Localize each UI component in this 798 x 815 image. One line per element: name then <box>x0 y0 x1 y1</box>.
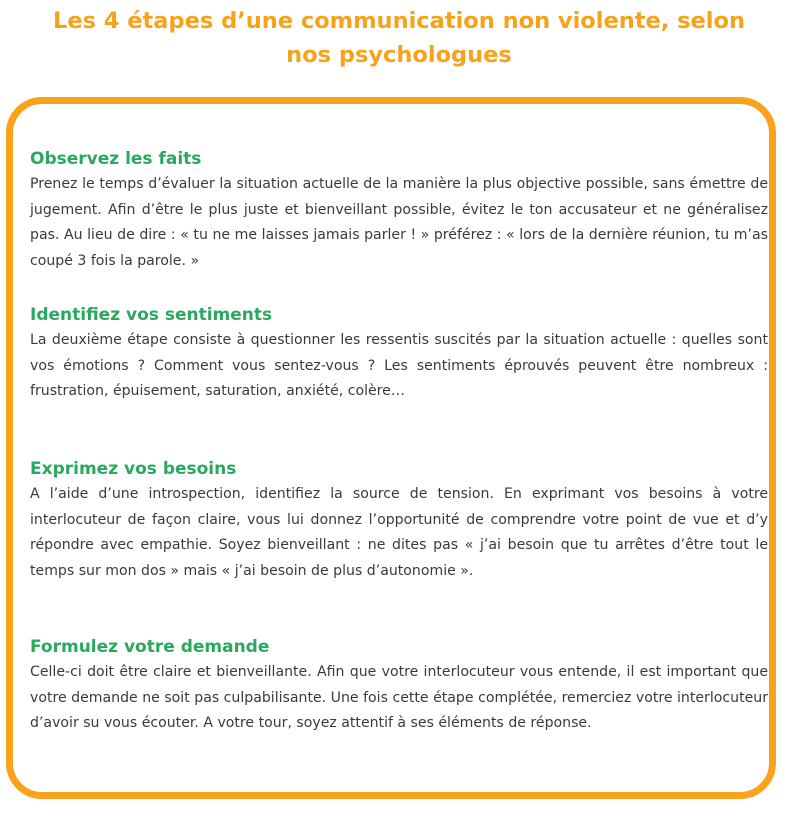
step-4-heading: Formulez votre demande <box>30 637 270 657</box>
step-1-text: Prenez le temps d’évaluer la situation actuelle de la manière la plus objective possible, sans émettre de jugement. Afin d’être le plus juste et bienveillant possible, évitez le ton accusateur et ne généralisez pas. Au lieu de dire : « tu ne me laisses jamais parler ! » préférez : « lors de la dernière réunion, tu m’as coupé 3 fois la parole. » <box>30 176 768 269</box>
step-4-section <box>30 634 768 737</box>
step-3-section <box>30 456 768 584</box>
step-2-section <box>30 302 768 405</box>
step-3-text: A l’aide d’une introspection, identifiez la source de tension. En exprimant vos besoins à votre interlocuteur de façon claire, vous lui donnez l’opportunité de comprendre votre point de vue et d’y répondre avec empathie. Soyez bienveillant : ne dites pas « j’ai besoin que tu arrêtes d’être tout le temps sur mon dos » mais « j’ai besoin de plus d’autonomie ». <box>30 486 768 579</box>
step-2-text: La deuxième étape consiste à questionner les ressentis suscités par la situation actuelle : quelles sont vos émotions ? Comment vous sentez-vous ? Les sentiments éprouvés peuvent être nombreux : frustration, épuisement, saturation, anxiété, colère… <box>30 332 768 399</box>
step-4-text: Celle-ci doit être claire et bienveillante. Afin que votre interlocuteur vous entende, il est important que votre demande ne soit pas culpabilisante. Une fois cette étape complétée, remerciez votre interlocuteur d’avoir su vous écouter. A votre tour, soyez attentif à ses éléments de réponse. <box>30 664 768 731</box>
step-2-heading: Identifiez vos sentiments <box>30 305 273 325</box>
step-1-section <box>30 146 768 274</box>
step-3-heading: Exprimez vos besoins <box>30 459 237 479</box>
step-1-heading: Observez les faits <box>30 149 202 169</box>
page-title: Les 4 étapes d’une communication non violente, selon nos psychologues <box>52 8 745 68</box>
